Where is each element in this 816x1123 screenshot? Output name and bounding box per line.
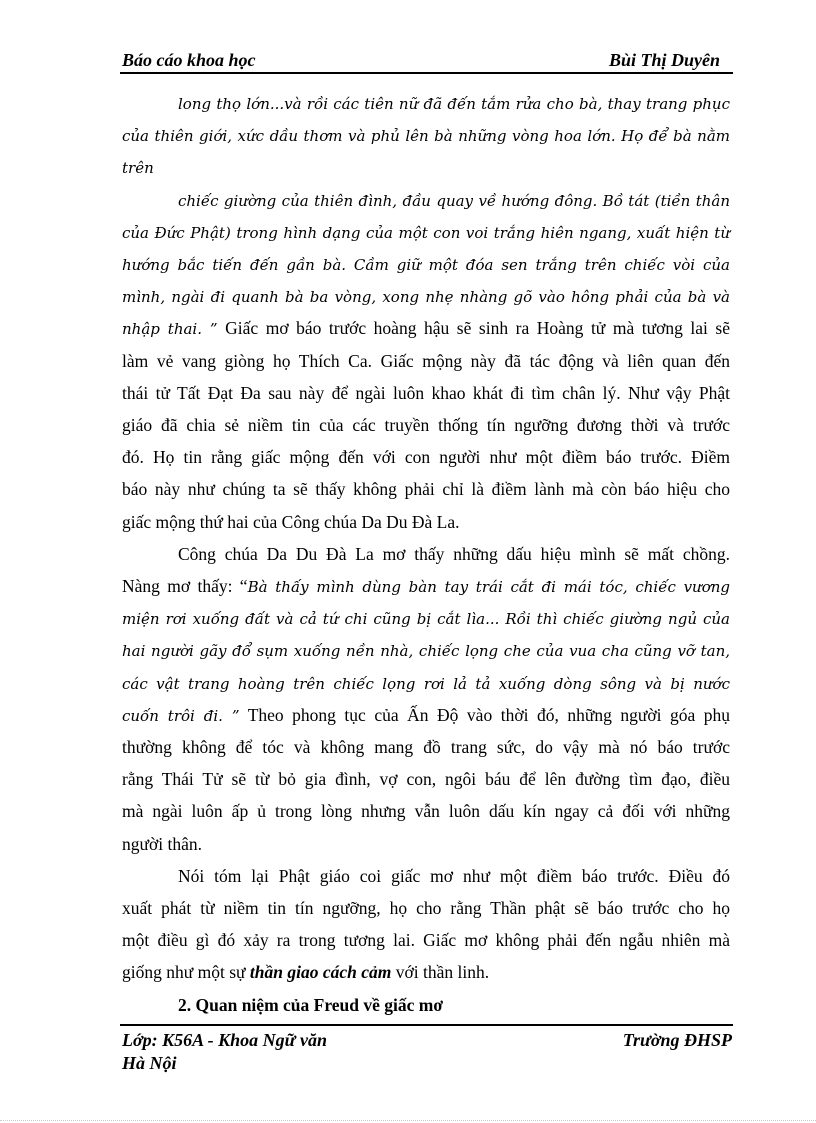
text-segment: thần giao cách cảm <box>249 962 392 983</box>
text-line <box>122 382 730 404</box>
text-segment: 2. Quan niệm của Freud về giấc mơ <box>178 994 444 1015</box>
text-line <box>122 317 730 340</box>
text-line <box>122 704 730 727</box>
text-line <box>122 285 730 308</box>
header-title: Báo cáo khoa học <box>122 50 256 70</box>
text-segment: thái tử Tất Đạt Đa sau này để ngài luôn khao khát đi tìm chân lý. Như vậy Phật <box>122 382 730 403</box>
header-rule <box>120 72 733 74</box>
text-line <box>178 865 730 887</box>
text-segment: làm vẻ vang giòng họ Thích Ca. Giấc mộng này đã tác động và liên quan đến <box>122 350 730 371</box>
page-border <box>0 1120 816 1121</box>
text-segment: Nói tóm lại Phật giáo coi giấc mơ như một điềm báo trước. Điều đó <box>178 865 730 886</box>
text-segment: hướng bắc tiến đến gần bà. Cầm giữ một đóa sen trắng trên chiếc vòi của <box>122 256 730 274</box>
text-segment: với thần linh. <box>391 962 490 983</box>
text-line <box>122 607 730 630</box>
footer-city: Hà Nội <box>122 1053 177 1073</box>
text-segment: giáo đã chia sẻ niềm tin của các truyền thống tín ngưỡng đương thời và trước <box>122 415 730 435</box>
header-author: Bùi Thị Duyên <box>608 50 720 70</box>
text-segment: giấc mộng thứ hai của Công chúa Da Du Đà La. <box>122 511 460 532</box>
text-line <box>122 897 730 919</box>
text-segment: hai người gãy đổ sụm xuống nền nhà, chiếc lọng che của vua cha cũng vỡ tan, <box>122 642 730 661</box>
text-line <box>122 575 730 598</box>
text-segment: cuốn trôi đi. ” <box>122 706 240 725</box>
text-segment: của Đức Phật) trong hình dạng của một con voi trắng hiên ngang, xuất hiện từ <box>122 223 730 242</box>
text-segment: Bà thấy mình dùng bàn tay trái cắt đi mái tóc, chiếc vương <box>247 578 731 596</box>
text-segment: một điều gì đó xảy ra trong tương lai. Giấc mơ không phải đến ngẫu nhiên mà <box>122 930 730 951</box>
text-line <box>122 768 730 790</box>
text-segment: thường không để tóc và không mang đồ trang sức, do vậy mà nó báo trước <box>122 737 730 757</box>
text-line <box>122 221 730 244</box>
footer-school: Trường ĐHSP <box>622 1030 732 1050</box>
text-segment: báo này như chúng ta sẽ thấy không phải chỉ là điềm lành mà còn báo hiệu cho <box>122 479 730 500</box>
text-segment: đó. Họ tin rằng giấc mộng đến với con người như một điềm báo trước. Điềm <box>122 447 730 468</box>
text-line <box>122 253 730 276</box>
text-segment: xuất phát từ niềm tin tín ngưỡng, họ cho rằng Thần phật sẽ báo trước cho họ <box>122 898 730 918</box>
text-line <box>122 350 730 372</box>
text-line <box>178 189 730 212</box>
text-segment: người thân. <box>122 833 202 854</box>
text-line <box>122 478 730 500</box>
text-segment: rằng Thái Tử sẽ từ bỏ gia đình, vợ con, ngôi báu để lên đường tìm đạo, điều <box>122 769 730 790</box>
text-segment: các vật trang hoàng trên chiếc lọng rơi lả tả xuống dòng sông và bị nước <box>122 674 730 693</box>
text-segment: của thiên giới, xức dầu thơm và phủ lên bà những vòng hoa lớn. Họ để bà nằm <box>122 127 730 146</box>
text-segment: chiếc giường của thiên đình, đầu quay về hướng đông. Bồ tát (tiền thân <box>178 191 730 210</box>
text-line <box>178 543 730 565</box>
text-segment: Theo phong tục của Ấn Độ vào thời đó, những người góa phụ <box>239 704 730 725</box>
text-line <box>122 639 730 662</box>
text-line <box>122 414 730 436</box>
text-segment: giống như một sự <box>122 962 250 983</box>
text-segment: long thọ lớn...và rồi các tiên nữ đã đến tắm rửa cho bà, thay trang phục <box>178 95 730 113</box>
text-segment: Nàng mơ thấy: “ <box>122 576 248 596</box>
text-line <box>122 800 730 822</box>
text-line <box>122 156 730 179</box>
footer-class: Lớp: K56A - Khoa Ngữ văn <box>122 1030 327 1050</box>
text-line <box>122 124 730 147</box>
text-line <box>122 672 730 695</box>
text-line <box>122 736 730 758</box>
text-segment: miện rơi xuống đất và cả tứ chi cũng bị cắt lìa... Rồi thì chiếc giường ngủ của <box>122 610 730 629</box>
text-line <box>122 961 730 983</box>
text-line <box>122 833 730 855</box>
text-line <box>122 511 730 533</box>
footer-rule <box>120 1024 733 1026</box>
text-line <box>178 92 730 115</box>
section-heading <box>178 994 730 1016</box>
text-line <box>122 446 730 468</box>
text-line <box>122 929 730 951</box>
text-segment: nhập thai. ” <box>122 320 218 339</box>
text-segment: Công chúa Da Du Đà La mơ thấy những dấu hiệu mình sẽ mất chồng. <box>178 543 730 564</box>
text-segment: Giấc mơ báo trước hoàng hậu sẽ sinh ra Hoàng tử mà tương lai sẽ <box>217 318 730 339</box>
text-segment: trên <box>122 159 154 178</box>
text-segment: mà ngài luôn ấp ủ trong lòng nhưng vẫn luôn dấu kín ngay cả đối với những <box>122 801 730 822</box>
text-segment: mình, ngài đi quanh bà ba vòng, xong nhẹ nhàng gõ vào hông phải của bà và <box>122 288 730 307</box>
